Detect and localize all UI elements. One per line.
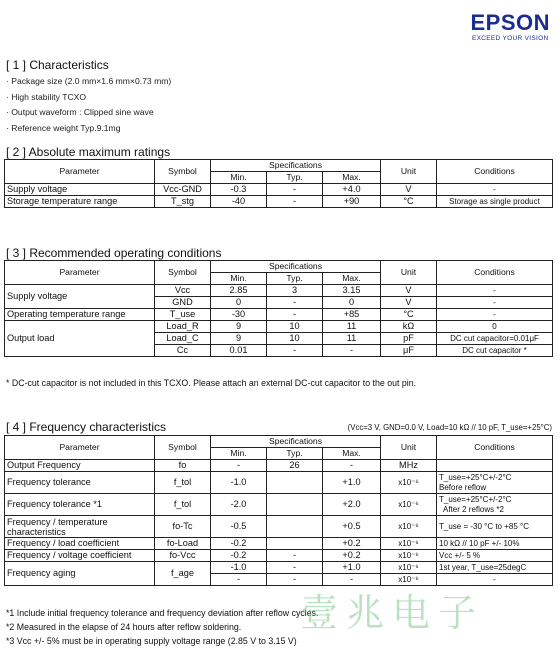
cell-max: -: [323, 460, 381, 472]
cell-conditions: Vcc +/- 5 %: [437, 550, 553, 562]
cell-parameter: Supply voltage: [5, 285, 155, 309]
header-min: Min.: [211, 172, 267, 184]
absolute-max-table: [4, 159, 553, 208]
cell-typ: [267, 494, 323, 516]
logo-name: EPSON: [470, 10, 550, 35]
list-item: · Package size (2.0 mm×1.6 mm×0.73 mm): [6, 74, 171, 90]
table-row: [5, 196, 553, 208]
header-max: Max.: [323, 448, 381, 460]
cell-min: -1.0: [211, 472, 267, 494]
cell-max: 3.15: [323, 285, 381, 297]
cell-conditions: [437, 472, 553, 494]
cell-unit: x10⁻⁶: [381, 516, 437, 538]
cell-max: +1.0: [323, 562, 381, 574]
cell-conditions: 1st year, T_use=25degC: [437, 562, 553, 574]
cell-typ: [267, 472, 323, 494]
table-row: [5, 494, 553, 516]
cell-typ: [267, 516, 323, 538]
footnote-3: *3 Vcc +/- 5% must be in operating supply voltage range (2.85 V to 3.15 V): [6, 636, 297, 646]
cell-unit: °C: [381, 309, 437, 321]
cell-conditions: -: [437, 309, 553, 321]
cell-min: -0.3: [211, 184, 267, 196]
footnote-1: *1 Include initial frequency tolerance and frequency deviation after reflow cycles.: [6, 608, 319, 618]
cell-parameter: Frequency / load coefficient: [5, 538, 155, 550]
cell-max: 11: [323, 321, 381, 333]
cell-conditions: -: [437, 574, 553, 586]
cell-conditions: DC cut capacitor *: [437, 345, 553, 357]
header-unit: Unit: [381, 436, 437, 460]
measurement-conditions: (Vcc=3 V, GND=0.0 V, Load=10 kΩ // 10 pF, T_use=+25°C): [347, 423, 552, 432]
cell-symbol: f_tol: [155, 494, 211, 516]
cell-min: -0.2: [211, 538, 267, 550]
cell-parameter: Frequency aging: [5, 562, 155, 586]
header-min: Min.: [211, 448, 267, 460]
cell-conditions: [437, 494, 553, 516]
cell-unit: x10⁻⁶: [381, 494, 437, 516]
header-typ: Typ.: [267, 448, 323, 460]
cell-max: +0.5: [323, 516, 381, 538]
header-min: Min.: [211, 273, 267, 285]
cell-typ: 10: [267, 321, 323, 333]
header-conditions: Conditions: [437, 160, 553, 184]
epson-logo: [470, 12, 550, 42]
header-typ: Typ.: [267, 172, 323, 184]
table-row: [5, 285, 553, 297]
cell-parameter: Output Frequency: [5, 460, 155, 472]
cell-min: -0.5: [211, 516, 267, 538]
cell-typ: -: [267, 184, 323, 196]
cell-unit: x10⁻⁶: [381, 562, 437, 574]
cell-parameter: [5, 516, 155, 538]
cell-max: -: [323, 574, 381, 586]
cell-typ: -: [267, 550, 323, 562]
cell-min: -30: [211, 309, 267, 321]
list-item: · Output waveform : Clipped sine wave: [6, 105, 171, 121]
section-1-title: [ 1 ] Characteristics: [6, 58, 109, 72]
header-conditions: Conditions: [437, 436, 553, 460]
cell-parameter: Frequency tolerance *1: [5, 494, 155, 516]
header-specifications: Specifications: [211, 160, 381, 172]
cell-min: -2.0: [211, 494, 267, 516]
header-symbol: Symbol: [155, 436, 211, 460]
section-2-title: [ 2 ] Absolute maximum ratings: [6, 145, 171, 159]
cell-min: -1.0: [211, 562, 267, 574]
table-row: [5, 460, 553, 472]
cell-conditions: -: [437, 285, 553, 297]
cell-conditions: 0: [437, 321, 553, 333]
header-parameter: Parameter: [5, 436, 155, 460]
cell-max: +85: [323, 309, 381, 321]
cell-conditions: Storage as single product: [437, 196, 553, 208]
condition-line: T_use=+25°C+/-2°C: [439, 494, 512, 504]
condition-line: After 2 reflows *2: [443, 504, 504, 514]
cell-parameter: Storage temperature range: [5, 196, 155, 208]
cell-conditions: DC cut capacitor=0.01μF: [437, 333, 553, 345]
header-symbol: Symbol: [155, 261, 211, 285]
cell-conditions: T_use = -30 °C to +85 °C: [437, 516, 553, 538]
cell-symbol: fo-Tc: [155, 516, 211, 538]
cell-typ: 10: [267, 333, 323, 345]
cell-max: +0.2: [323, 538, 381, 550]
cell-unit: V: [381, 297, 437, 309]
cell-typ: -: [267, 345, 323, 357]
table-row: [5, 309, 553, 321]
cell-typ: -: [267, 196, 323, 208]
cell-typ: -: [267, 562, 323, 574]
cell-unit: °C: [381, 196, 437, 208]
cell-symbol: T_stg: [155, 196, 211, 208]
condition-line: Before reflow: [439, 482, 487, 492]
cell-min: 0: [211, 297, 267, 309]
cell-symbol: T_use: [155, 309, 211, 321]
cell-min: -40: [211, 196, 267, 208]
cell-max: +1.0: [323, 472, 381, 494]
cell-unit: x10⁻⁶: [381, 538, 437, 550]
cell-conditions: -: [437, 297, 553, 309]
cell-symbol: Vcc: [155, 285, 211, 297]
footnote-2: *2 Measured in the elapse of 24 hours after reflow soldering.: [6, 622, 242, 632]
cell-max: 11: [323, 333, 381, 345]
table-row: [5, 516, 553, 538]
cell-min: 2.85: [211, 285, 267, 297]
cell-unit: V: [381, 184, 437, 196]
cell-parameter: Supply voltage: [5, 184, 155, 196]
cell-max: -: [323, 345, 381, 357]
list-item: · Reference weight Typ.9.1mg: [6, 121, 171, 137]
header-max: Max.: [323, 172, 381, 184]
table-row: [5, 538, 553, 550]
header-specifications: Specifications: [211, 261, 381, 273]
watermark: 壹兆电子: [300, 591, 485, 635]
cell-min: 9: [211, 321, 267, 333]
cell-unit: kΩ: [381, 321, 437, 333]
header-unit: Unit: [381, 261, 437, 285]
recommended-conditions-table: [4, 260, 553, 357]
characteristics-list: [6, 74, 171, 136]
header-parameter: Parameter: [5, 160, 155, 184]
cell-typ: [267, 538, 323, 550]
condition-line: T_use=+25°C+/-2°C: [439, 472, 512, 482]
cell-typ: 26: [267, 460, 323, 472]
cell-parameter: Frequency / voltage coefficient: [5, 550, 155, 562]
frequency-characteristics-table: [4, 435, 553, 586]
cell-symbol: Cc: [155, 345, 211, 357]
parameter-line: Frequency / temperature: [7, 516, 108, 527]
cell-parameter: Operating temperature range: [5, 309, 155, 321]
cell-typ: -: [267, 297, 323, 309]
cell-max: +4.0: [323, 184, 381, 196]
table-row: [5, 472, 553, 494]
header-max: Max.: [323, 273, 381, 285]
header-symbol: Symbol: [155, 160, 211, 184]
header-typ: Typ.: [267, 273, 323, 285]
parameter-line: characteristics: [7, 526, 66, 537]
cell-symbol: fo: [155, 460, 211, 472]
cell-typ: -: [267, 309, 323, 321]
cell-unit: x10⁻⁶: [381, 574, 437, 586]
cell-max: +2.0: [323, 494, 381, 516]
header-specifications: Specifications: [211, 436, 381, 448]
cell-symbol: fo-Vcc: [155, 550, 211, 562]
cell-typ: -: [267, 574, 323, 586]
cell-min: -0.2: [211, 550, 267, 562]
cell-unit: x10⁻⁶: [381, 472, 437, 494]
cell-parameter: Frequency tolerance: [5, 472, 155, 494]
cell-symbol: Vcc-GND: [155, 184, 211, 196]
logo-tagline: EXCEED YOUR VISION: [472, 35, 549, 42]
cell-unit: x10⁻⁶: [381, 550, 437, 562]
cell-min: 9: [211, 333, 267, 345]
table-row: [5, 321, 553, 333]
header-unit: Unit: [381, 160, 437, 184]
cell-unit: V: [381, 285, 437, 297]
table-row: [5, 562, 553, 574]
header-parameter: Parameter: [5, 261, 155, 285]
cell-unit: MHz: [381, 460, 437, 472]
table-row: [5, 184, 553, 196]
cell-unit: pF: [381, 333, 437, 345]
cell-min: -: [211, 574, 267, 586]
cell-conditions: 10 kΩ // 10 pF +/- 10%: [437, 538, 553, 550]
cell-max: +0.2: [323, 550, 381, 562]
cell-symbol: Load_C: [155, 333, 211, 345]
list-item: · High stability TCXO: [6, 90, 171, 106]
section-4-title: [ 4 ] Frequency characteristics: [6, 420, 167, 434]
cell-symbol: fo-Load: [155, 538, 211, 550]
cell-max: +90: [323, 196, 381, 208]
table-row: [5, 550, 553, 562]
header-conditions: Conditions: [437, 261, 553, 285]
cell-symbol: GND: [155, 297, 211, 309]
cell-symbol: f_tol: [155, 472, 211, 494]
cell-max: 0: [323, 297, 381, 309]
dc-cut-note: * DC-cut capacitor is not included in this TCXO. Please attach an external DC-cut capacitor to the out pin.: [6, 378, 417, 388]
cell-conditions: -: [437, 184, 553, 196]
cell-unit: μF: [381, 345, 437, 357]
cell-symbol: f_age: [155, 562, 211, 586]
cell-conditions: [437, 460, 553, 472]
cell-parameter: Output load: [5, 321, 155, 357]
cell-symbol: Load_R: [155, 321, 211, 333]
section-3-title: [ 3 ] Recommended operating conditions: [6, 246, 222, 260]
cell-min: 0.01: [211, 345, 267, 357]
cell-min: -: [211, 460, 267, 472]
cell-typ: 3: [267, 285, 323, 297]
